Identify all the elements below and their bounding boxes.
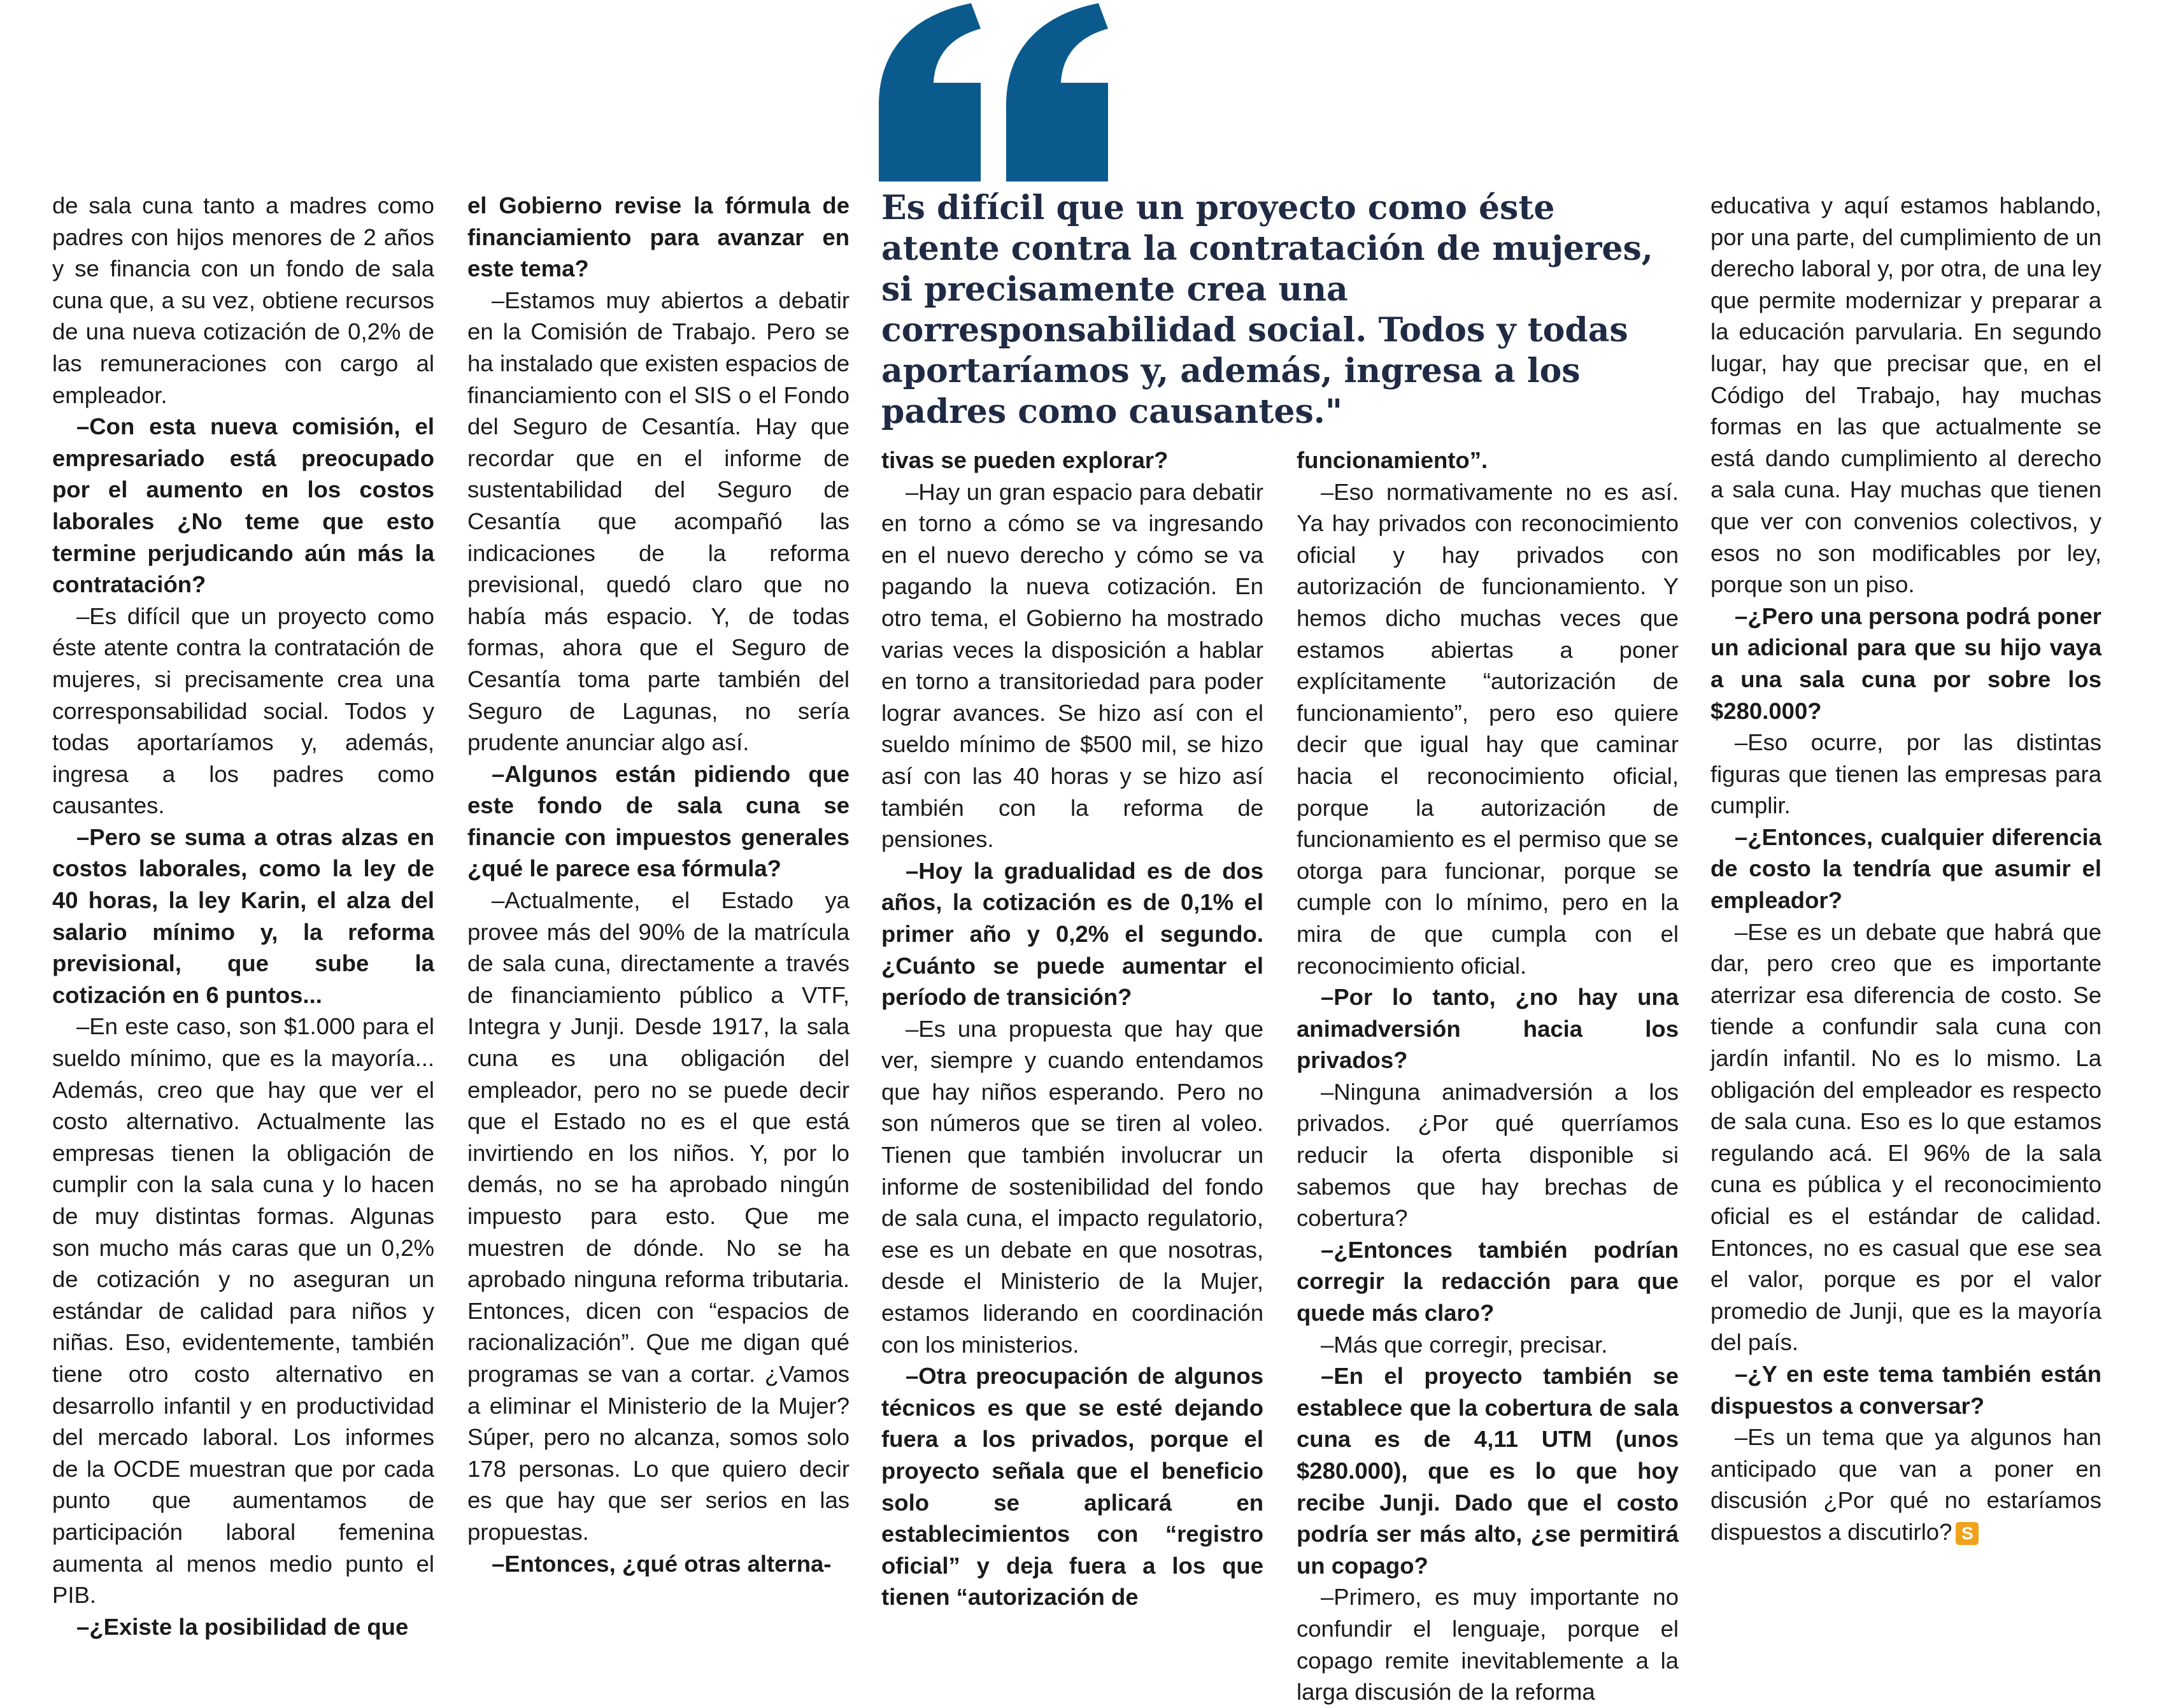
- interview-answer: –Eso ocurre, por las distintas figuras que tienen las empresas para cumplir.: [1710, 729, 2101, 819]
- interview-question: –Hoy la gradualidad es de dos años, la cotización es de 0,1% el primer año y 0,2% el segundo. ¿Cuánto se puede aumentar el período de transición?: [881, 857, 1263, 1011]
- quote-mark-right: [1006, 3, 1108, 181]
- interview-answer: –Ese es un debate que habrá que dar, pero creo que es importante aterrizar esa diferencia de costo. Se tiende a confundir sala cuna con jardín infantil. No es lo mismo. La obligación del empleador es respecto de sala cuna. Eso es lo que estamos regulando acá. El 96% de la sala cuna es pública y el reconocimiento oficial es el estándar de calidad. Entonces, no es casual que ese sea el valor, porque es por el valor promedio de Junji, que es la mayoría del país.: [1710, 918, 2101, 1356]
- interview-answer: –Primero, es muy importante no confundir el lenguaje, porque el copago remite inevitablemente a la larga discusión de la reforma: [1297, 1584, 1679, 1705]
- pull-quote: [881, 188, 1677, 432]
- article-column-5: [1710, 190, 2101, 1548]
- interview-answer: –En este caso, son $1.000 para el sueldo mínimo, que es la mayoría... Además, creo que hay que ver el costo alternativo. Actualmente las empresas tienen la obligación de cumplir con la sala cuna y lo hacen de muy distintas formas. Algunas son mucho más caras que un 0,2% de cotización y no aseguran un estándar de calidad para niños y niñas. Eso, evidentemente, también tiene otro costo alternativo en desarrollo infantil y en productividad del mercado laboral. Los informes de la OCDE muestran que por cada punto que aumentamos de participación laboral femenina aumenta al menos medio punto el PIB.: [52, 1013, 434, 1609]
- interview-answer: de sala cuna tanto a madres como padres con hijos menores de 2 años y se financia con un fondo de sala cuna que, a su vez, obtiene recursos de una nueva cotización de 0,2% de las remuneraciones con cargo al empleador.: [52, 192, 434, 408]
- interview-question: –¿Y en este tema también están dispuestos a conversar?: [1710, 1360, 2101, 1419]
- interview-answer: –Eso normativamente no es así. Ya hay privados con reconocimiento oficial y hay privados con autorización de funcionamiento. Y hemos dicho muchas veces que estamos abiertas a poner explícitamente “autorización de funcionamiento”, pero eso quiere decir que igual hay que caminar hacia el reconocimiento oficial, porque la autorización de funcionamiento es el permiso que se otorga para funcionar, porque se cumple con lo mínimo, pero en la mira de que cumpla con el reconocimiento oficial.: [1297, 478, 1679, 979]
- interview-answer: –Es una propuesta que hay que ver, siempre y cuando entendamos que hay niños esperando. Pero no son números que se tiren al voleo. Tienen que también involucrar un informe de sostenibilidad del fondo de sala cuna, el impacto regulatorio, ese es un debate en que nosotras, desde el Ministerio de la Mujer, estamos liderando en coordinación con los ministerios.: [881, 1015, 1263, 1358]
- interview-answer: –Ninguna animadversión a los privados. ¿Por qué querríamos reducir la oferta disponible si sabemos que hay brechas de cobertura?: [1297, 1078, 1679, 1232]
- interview-question: –Pero se suma a otras alzas en costos laborales, como la ley de 40 horas, la ley Karin, el alza del salario mínimo y, la reforma previsional, que sube la cotización en 6 puntos...: [52, 823, 434, 1008]
- article-column-3: [881, 445, 1263, 1613]
- interview-question: –Por lo tanto, ¿no hay una animadversión hacia los privados?: [1297, 984, 1679, 1074]
- interview-answer: –Estamos muy abiertos a debatir en la Comisión de Trabajo. Pero se ha instalado que existen espacios de financiamiento con el SIS o el Fondo del Seguro de Cesantía. Hay que recordar que en el informe de sustentabilidad del Seguro de Cesantía que acompañó las indicaciones de la reforma previsional, quedó claro que no había más espacio. Y, de todas formas, ahora que el Seguro de Cesantía toma parte también del Seguro de Lagunas, no sería prudente anunciar algo así.: [467, 287, 850, 756]
- interview-question: –En el proyecto también se establece que la cobertura de sala cuna es de 4,11 UTM (unos $280.000), que es lo que hoy recibe Junji. Dado que el costo podría ser más alto, ¿se permitirá un copago?: [1297, 1363, 1679, 1579]
- end-of-article-s-icon: S: [1956, 1522, 1979, 1545]
- opening-double-quote-icon: [872, 0, 1127, 185]
- interview-question: –¿Entonces también podrían corregir la redacción para que quede más claro?: [1297, 1236, 1679, 1327]
- pull-quote-text: Es difícil que un proyecto como éste atente contra la contratación de mujeres, si precisamente crea una corresponsabilidad social. Todos y todas aportaríamos y, además, ingresa a los padres como causantes.": [881, 189, 1653, 431]
- article-column-4: [1297, 445, 1679, 1708]
- interview-question: tivas se pueden explorar?: [881, 447, 1169, 473]
- interview-question: –¿Entonces, cualquier diferencia de costo la tendría que asumir el empleador?: [1710, 823, 2101, 914]
- quote-mark-left: [879, 3, 981, 181]
- article-column-1: [52, 190, 434, 1642]
- interview-answer: –Más que corregir, precisar.: [1321, 1331, 1608, 1358]
- interview-answer: –Hay un gran espacio para debatir en torno a cómo se va ingresando en el nuevo derecho y cómo se va pagando la nueva cotización. En otro tema, el Gobierno ha mostrado varias veces la disposición a hablar en torno a transitoriedad para poder lograr avances. Se hizo así con el sueldo mínimo de $500 mil, se hizo así con las 40 horas y se hizo así también con la reforma de pensiones.: [881, 478, 1263, 853]
- interview-answer: –Es un tema que ya algunos han anticipado que van a poner en discusión ¿Por qué no estaríamos dispuestos a discutirlo? S: [1710, 1424, 2101, 1545]
- interview-question: –Algunos están pidiendo que este fondo de sala cuna se financie con impuestos generales ¿qué le parece esa fórmula?: [467, 760, 850, 882]
- interview-question: funcionamiento”.: [1297, 447, 1488, 473]
- interview-answer: –Es difícil que un proyecto como éste atente contra la contratación de mujeres, si precisamente crea una corresponsabilidad social. Todos y todas aportaríamos y, además, ingresa a los padres como causantes.: [52, 602, 434, 819]
- interview-question: –Entonces, ¿qué otras alterna-: [492, 1550, 832, 1577]
- interview-question: –¿Existe la posibilidad de que: [76, 1613, 409, 1640]
- article-column-2: [467, 190, 850, 1579]
- interview-question: –Con esta nueva comisión, el empresariado está preocupado por el aumento en los costos laborales ¿No teme que esto termine perjudicando aún más la contratación?: [52, 413, 434, 598]
- interview-question: –¿Pero una persona podrá poner un adicional para que su hijo vaya a una sala cuna por sobre los $280.000?: [1710, 602, 2101, 724]
- interview-answer: –Actualmente, el Estado ya provee más del 90% de la matrícula de sala cuna, directamente a través de financiamiento público a VTF, Integra y Junji. Desde 1917, la sala cuna es una obligación del empleador, pero no se puede decir que el Estado no es el que está invirtiendo en los niños. Y, por lo demás, no se ha aprobado ningún impuesto para esto. Que me muestren de dónde. No se ha aprobado ninguna reforma tributaria. Entonces, dicen con “espacios de racionalización”. Que me digan qué programas se van a cortar. ¿Vamos a eliminar el Ministerio de la Mujer? Súper, pero no alcanza, somos solo 178 personas. Lo que quiero decir es que hay que ser serios en las propuestas.: [467, 887, 850, 1545]
- interview-question: –Otra preocupación de algunos técnicos es que se esté dejando fuera a los privados, porque el proyecto señala que el beneficio solo se aplicará en establecimientos con “registro oficial” y deja fuera a los que tienen “autorización de: [881, 1363, 1263, 1611]
- interview-question: el Gobierno revise la fórmula de financiamiento para avanzar en este tema?: [467, 192, 850, 282]
- interview-answer: educativa y aquí estamos hablando, por una parte, del cumplimiento de un derecho laboral y, por otra, de una ley que permite modernizar y preparar a la educación parvularia. En segundo lugar, hay que precisar que, en el Código del Trabajo, hay muchas formas en las que actualmente se está dando cumplimiento al derecho a sala cuna. Hay muchas que tienen que ver con convenios colectivos, y esos no son modificables por ley, porque son un piso.: [1710, 192, 2101, 598]
